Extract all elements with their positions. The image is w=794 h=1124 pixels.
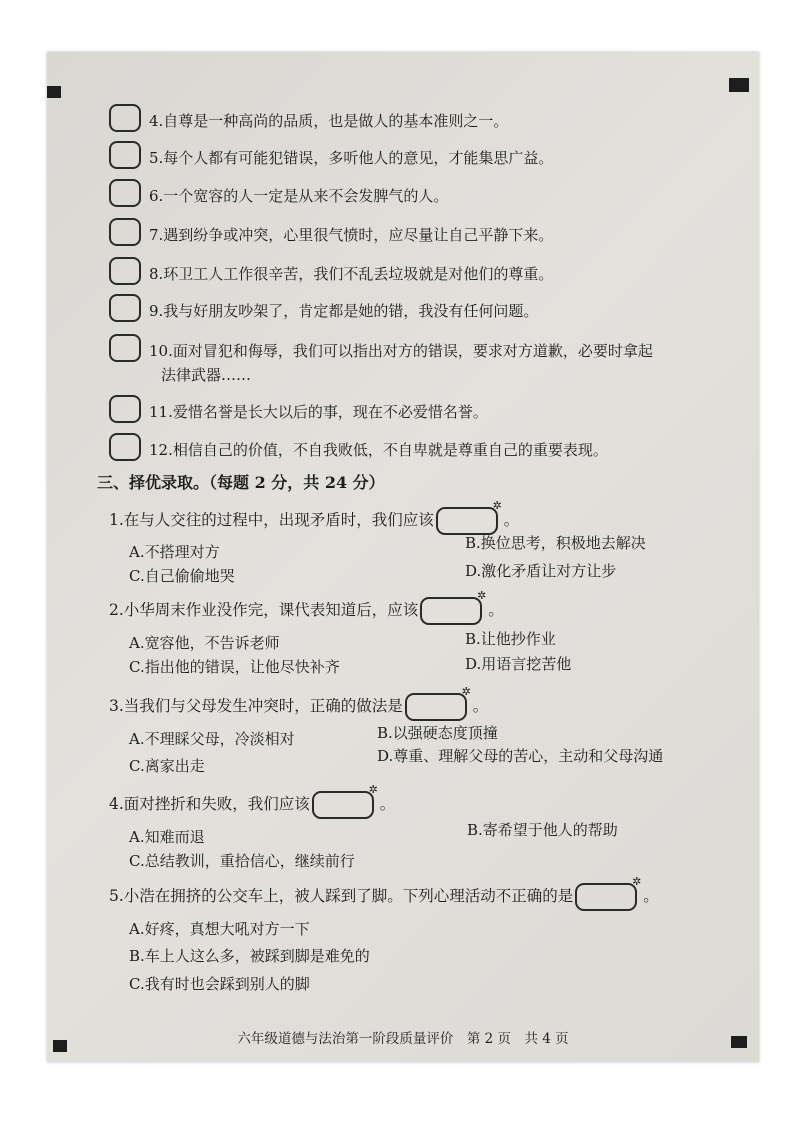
answer-box[interactable]	[109, 141, 141, 169]
question-end: 。	[472, 697, 489, 715]
option-b[interactable]: B.以强硬态度顶撞	[377, 724, 498, 742]
flower-icon: ✲	[461, 685, 471, 698]
answer-box[interactable]	[109, 395, 141, 423]
answer-box[interactable]	[109, 179, 141, 207]
answer-box[interactable]	[420, 589, 487, 625]
option-d[interactable]: D.尊重、理解父母的苦心，主动和父母沟通	[377, 747, 664, 765]
question-3	[109, 685, 489, 721]
question-stem: 1.在与人交往的过程中，出现矛盾时，我们应该	[109, 511, 434, 529]
tf-text: 12.相信自己的价值，不自我败低，不自卑就是尊重自己的重要表现。	[149, 441, 608, 459]
tf-text-continued: 法律武器……	[161, 366, 252, 384]
option-d[interactable]: D.用语言挖苦他	[465, 655, 572, 673]
question-stem: 3.当我们与父母发生冲突时，正确的做法是	[109, 697, 403, 715]
flower-icon: ✲	[492, 499, 502, 512]
question-end: 。	[488, 601, 504, 619]
section-title: 三、择优录取。（每题 2 分，共 24 分）	[97, 473, 385, 492]
option-a[interactable]: A.知难而退	[129, 828, 205, 846]
flower-icon: ✲	[368, 783, 378, 796]
registration-mark-top-left	[47, 86, 61, 98]
option-a[interactable]: A.宽容他，不告诉老师	[129, 634, 280, 652]
option-a[interactable]: A.好疼，真想大吼对方一下	[129, 920, 310, 938]
registration-mark-top-right	[729, 78, 749, 92]
answer-box[interactable]	[109, 433, 141, 461]
option-a[interactable]: A.不理睬父母，冷淡相对	[129, 730, 295, 748]
answer-box[interactable]	[109, 257, 141, 285]
question-stem: 5.小浩在拥挤的公交车上，被人踩到了脚。下列心理活动不正确的是	[109, 887, 574, 905]
exam-page	[47, 52, 759, 1062]
answer-box[interactable]	[405, 685, 471, 721]
answer-box[interactable]	[436, 499, 502, 535]
option-c[interactable]: C.我有时也会踩到别人的脚	[129, 975, 310, 993]
tf-text: 8.环卫工人工作很辛苦，我们不乱丢垃圾就是对他们的尊重。	[149, 265, 554, 283]
question-end: 。	[503, 511, 520, 529]
question-end: 。	[643, 887, 659, 905]
question-end: 。	[379, 795, 396, 813]
answer-box[interactable]	[109, 334, 141, 362]
question-stem: 2.小华周末作业没作完，课代表知道后，应该	[109, 601, 419, 619]
answer-box[interactable]	[312, 783, 378, 819]
question-stem: 4.面对挫折和失败，我们应该	[109, 795, 310, 813]
tf-text: 6.一个宽容的人一定是从来不会发脾气的人。	[149, 187, 449, 205]
tf-text: 10.面对冒犯和侮辱，我们可以指出对方的错误，要求对方道歉，必要时拿起	[149, 342, 653, 360]
page-footer: 六年级道德与法治第一阶段质量评价 第 2 页 共 4 页	[237, 1031, 569, 1047]
option-a[interactable]: A.不搭理对方	[129, 543, 220, 561]
tf-text: 9.我与好朋友吵架了，肯定都是她的错，我没有任何问题。	[149, 302, 539, 320]
flower-icon: ✲	[477, 589, 487, 602]
question-5	[109, 875, 659, 911]
answer-box[interactable]	[109, 104, 141, 132]
tf-text: 5.每个人都有可能犯错误，多听他人的意见，才能集思广益。	[149, 149, 554, 167]
flower-icon: ✲	[632, 875, 642, 888]
answer-box[interactable]	[109, 294, 141, 322]
option-c[interactable]: C.离家出走	[129, 757, 205, 775]
option-b[interactable]: B.车上人这么多，被踩到脚是难免的	[129, 947, 370, 965]
option-b[interactable]: B.换位思考，积极地去解决	[465, 534, 646, 552]
option-c[interactable]: C.自己偷偷地哭	[129, 567, 235, 585]
tf-text: 7.遇到纷争或冲突，心里很气愤时，应尽量让自己平静下来。	[149, 226, 554, 244]
option-b[interactable]: B.让他抄作业	[465, 630, 556, 648]
tf-text: 11.爱惜名誉是长大以后的事，现在不必爱惜名誉。	[149, 403, 488, 421]
option-c[interactable]: C.指出他的错误，让他尽快补齐	[129, 658, 340, 676]
tf-text: 4.自尊是一种高尚的品质，也是做人的基本准则之一。	[149, 112, 509, 130]
question-4	[109, 783, 396, 819]
answer-box[interactable]	[109, 218, 141, 246]
answer-box[interactable]	[575, 875, 642, 911]
question-2	[109, 589, 504, 625]
option-c[interactable]: C.总结教训，重拾信心，继续前行	[129, 852, 355, 870]
option-d[interactable]: D.激化矛盾让对方让步	[465, 562, 617, 580]
question-1	[109, 499, 520, 535]
option-b[interactable]: B.寄希望于他人的帮助	[467, 821, 618, 839]
